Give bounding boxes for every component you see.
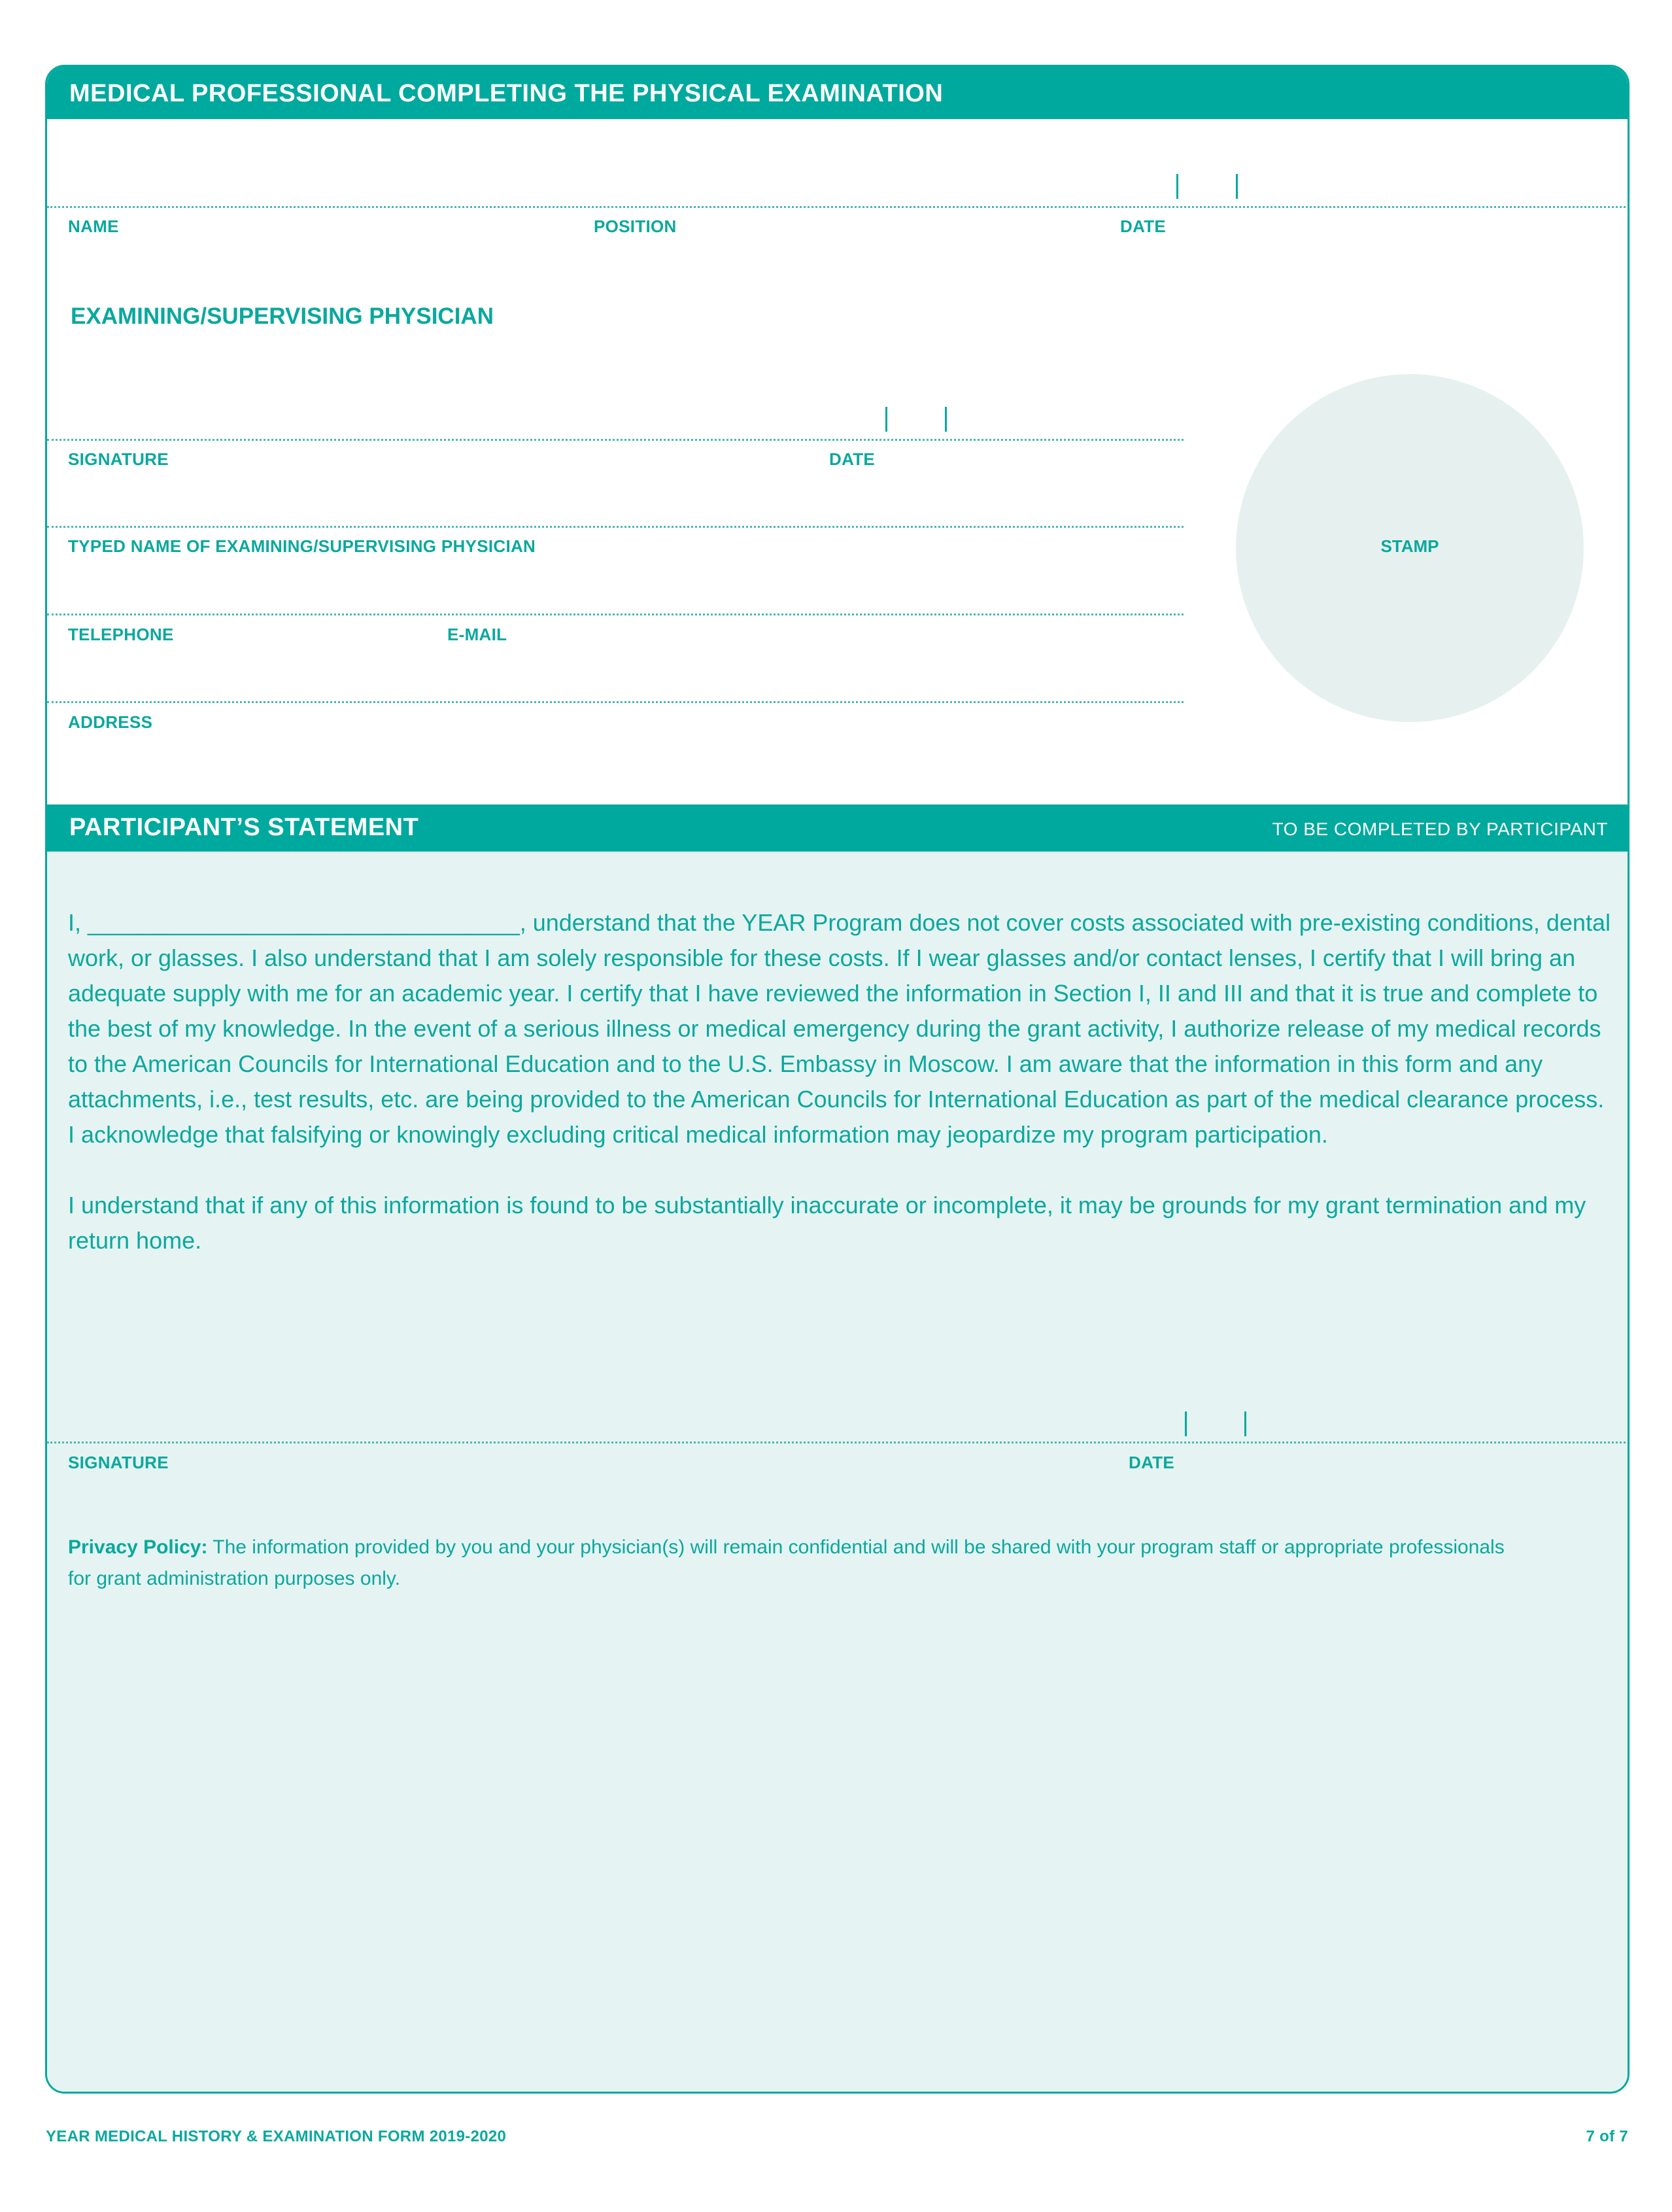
- telephone-email-line[interactable]: [47, 613, 1184, 615]
- participant-date-separator-1: [1185, 1411, 1187, 1436]
- participant-section-header: [47, 804, 1628, 852]
- email-label: E-MAIL: [447, 625, 507, 644]
- physician-date-separator-2: [945, 407, 947, 432]
- footer-form-title: YEAR MEDICAL HISTORY & EXAMINATION FORM 2019-2020: [46, 2128, 507, 2145]
- physician-date-separator-1: [885, 407, 887, 432]
- privacy-policy-text: The information provided by you and your physician(s) will remain confidential and will be shared with your program staff or appropriate professionals for grant administration purposes only.: [68, 1536, 1505, 1589]
- form-panel: [45, 65, 1629, 2094]
- telephone-label: TELEPHONE: [68, 625, 174, 644]
- date-separator-2: [1236, 174, 1238, 199]
- name-label: NAME: [68, 216, 119, 236]
- position-label: POSITION: [594, 216, 677, 236]
- physician-signature-line[interactable]: [47, 439, 1184, 441]
- participant-section-title: PARTICIPANT’S STATEMENT: [69, 814, 419, 841]
- address-line[interactable]: [47, 701, 1184, 703]
- participant-signature-line[interactable]: [47, 1442, 1629, 1443]
- physician-signature-label: SIGNATURE: [68, 449, 169, 469]
- participant-date-separator-2: [1244, 1411, 1246, 1436]
- privacy-policy-title: Privacy Policy:: [68, 1536, 208, 1558]
- date-label: DATE: [1120, 216, 1167, 236]
- participant-signature-label: SIGNATURE: [68, 1453, 169, 1472]
- typed-name-line[interactable]: [47, 526, 1184, 528]
- participant-section-note: TO BE COMPLETED BY PARTICIPANT: [1272, 819, 1608, 839]
- participant-date-label: DATE: [1129, 1453, 1175, 1472]
- physician-date-label: DATE: [829, 449, 876, 469]
- stamp-label: STAMP: [1380, 536, 1439, 556]
- address-label: ADDRESS: [68, 712, 153, 732]
- footer-page-number: 7 of 7: [1586, 2128, 1628, 2145]
- name-position-date-line[interactable]: [47, 206, 1629, 208]
- medical-section-header: [47, 67, 1628, 119]
- participant-statement: [68, 905, 1611, 1258]
- statement-paragraph-2: I understand that if any of this information is found to be substantially inaccurate or incomplete, it may be grounds for my grant termination and my return home.: [68, 1192, 1586, 1254]
- stamp-area: [1236, 374, 1584, 722]
- privacy-policy: [68, 1532, 1507, 1595]
- date-separator-1: [1176, 174, 1178, 199]
- typed-name-label: TYPED NAME OF EXAMINING/SUPERVISING PHYSICIAN: [68, 536, 536, 556]
- medical-section-title: MEDICAL PROFESSIONAL COMPLETING THE PHYSICAL EXAMINATION: [69, 80, 944, 107]
- statement-paragraph-1: I, _________________________________, understand that the YEAR Program does not cover costs associated with pre-existing conditions, dental work, or glasses. I also understand that I am solely responsible for these costs. If I wear glasses and/or contact lenses, I certify that I will bring an adequate supply with me for an academic year. I certify that I have reviewed the information in Section I, II and III and that it is true and complete to the best of my knowledge. In the event of a serious illness or medical emergency during the grant activity, I authorize release of my medical records to the American Councils for International Education and to the U.S. Embassy in Moscow. I am aware that the information in this form and any attachments, i.e., test results, etc. are being provided to the American Councils for International Education as part of the medical clearance process. I acknowledge that falsifying or knowingly excluding critical medical information may jeopardize my program participation.: [68, 909, 1611, 1148]
- physician-heading: EXAMINING/SUPERVISING PHYSICIAN: [71, 303, 494, 329]
